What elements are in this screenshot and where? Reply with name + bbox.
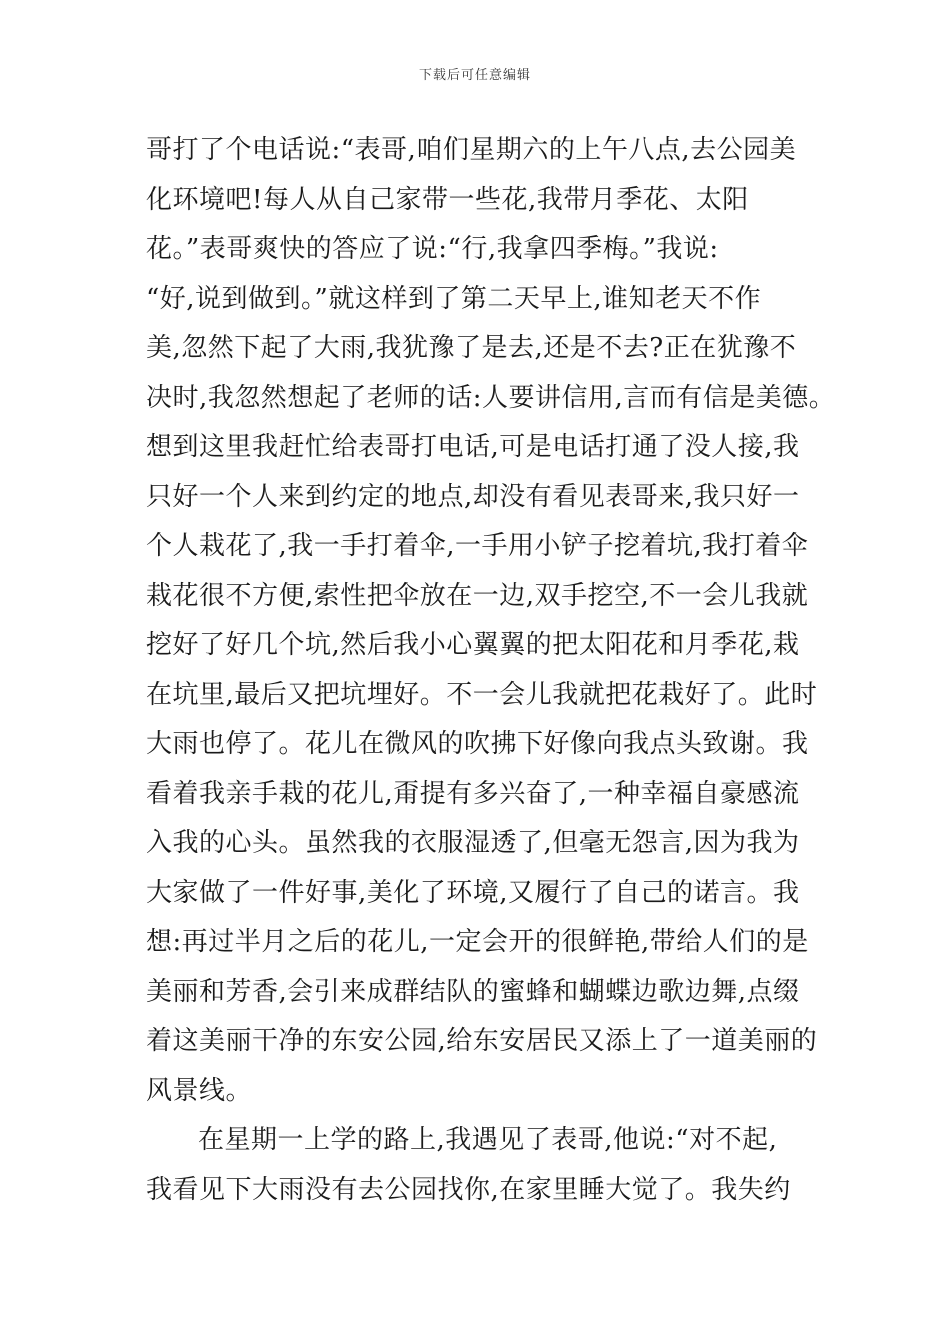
text-line: 在星期一上学的路上,我遇见了表哥,他说:“对不起,: [198, 1125, 778, 1155]
text-line: 决时,我忽然想起了老师的话:人要讲信用,言而有信是美德。: [146, 382, 836, 413]
text-line: 哥打了个电话说:“表哥,咱们星期六的上午八点,去公园美: [146, 135, 797, 165]
text-line: 栽花很不方便,索性把伞放在一边,双手挖空,不一会儿我就: [146, 580, 809, 611]
text-line: 美,忽然下起了大雨,我犹豫了是去,还是不去?正在犹豫不: [146, 333, 797, 363]
paragraph-2: [146, 1116, 816, 1215]
paragraph-1: [146, 126, 836, 1116]
text-line: 风景线。: [146, 1075, 253, 1106]
text-line: 入我的心头。虽然我的衣服湿透了,但毫无怨言,因为我为: [146, 828, 800, 858]
text-line: 化环境吧!每人从自己家带一些花,我带月季花、太阳: [146, 184, 749, 215]
text-line: 花。”表哥爽快的答应了说:“行,我拿四季梅。”我说:: [146, 234, 719, 264]
text-line: 只好一个人来到约定的地点,却没有看见表哥来,我只好一: [146, 481, 800, 512]
text-line: 大家做了一件好事,美化了环境,又履行了自己的诺言。我: [146, 877, 800, 908]
text-line: 看着我亲手栽的花儿,甭提有多兴奋了,一种幸福自豪感流: [146, 778, 800, 809]
text-line: 我看见下大雨没有去公园找你,在家里睡大觉了。我失约: [146, 1174, 791, 1205]
text-line: 着这美丽干净的东安公园,给东安居民又添上了一道美丽的: [146, 1026, 818, 1056]
text-line: 美丽和芳香,会引来成群结队的蜜蜂和蝴蝶边歌边舞,点缀: [146, 976, 800, 1007]
text-line: “好,说到做到。”就这样到了第二天早上,谁知老天不作: [146, 283, 762, 314]
text-line: 在坑里,最后又把坑埋好。不一会儿我就把花栽好了。此时: [146, 679, 818, 710]
page-header: 下载后可任意编辑: [418, 68, 531, 83]
document-body: [146, 126, 836, 1215]
text-line: 想到这里我赶忙给表哥打电话,可是电话打通了没人接,我: [146, 432, 800, 462]
text-line: 个人栽花了,我一手打着伞,一手用小铲子挖着坑,我打着伞: [146, 531, 809, 561]
text-line: 挖好了好几个坑,然后我小心翼翼的把太阳花和月季花,栽: [146, 630, 800, 660]
text-line: 大雨也停了。花儿在微风的吹拂下好像向我点头致谢。我: [146, 729, 809, 759]
text-line: 想:再过半月之后的花儿,一定会开的很鲜艳,带给人们的是: [146, 927, 809, 957]
